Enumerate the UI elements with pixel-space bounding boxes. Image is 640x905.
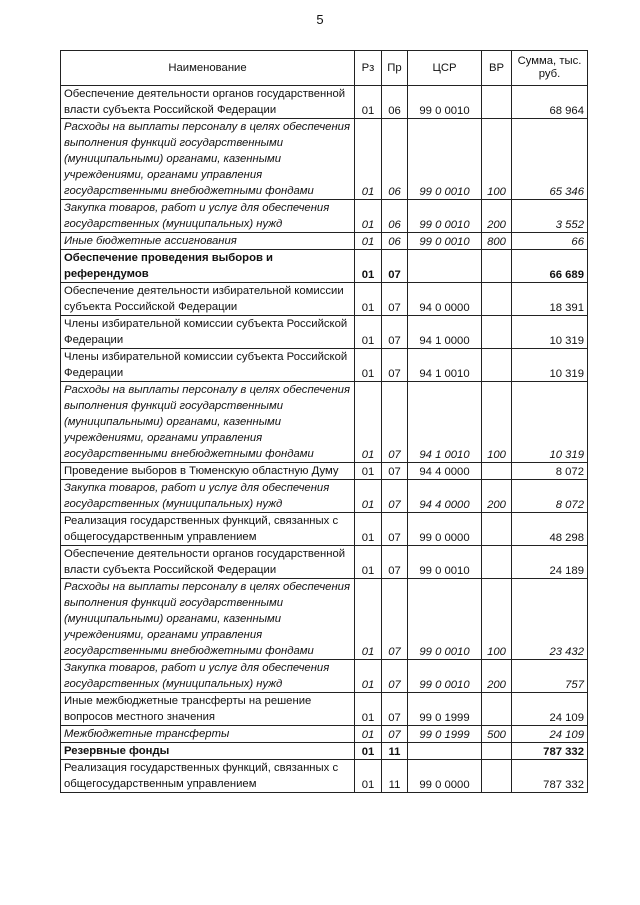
header-csr: ЦСР bbox=[408, 51, 482, 86]
cell-vr: 200 bbox=[482, 660, 512, 693]
cell-name: Расходы на выплаты персоналу в целях обеспечения выполнения функций государственными (муниципальными) органами, казенными учреждениями, органами управления государственными внебюджетными фондами bbox=[61, 119, 355, 200]
cell-rz: 01 bbox=[355, 546, 382, 579]
cell-name: Закупка товаров, работ и услуг для обеспечения государственных (муниципальных) нужд bbox=[61, 200, 355, 233]
cell-name: Иные бюджетные ассигнования bbox=[61, 233, 355, 250]
cell-name: Реализация государственных функций, связанных с общегосударственным управлением bbox=[61, 513, 355, 546]
cell-rz: 01 bbox=[355, 200, 382, 233]
cell-sum: 24 109 bbox=[512, 726, 588, 743]
cell-rz: 01 bbox=[355, 660, 382, 693]
cell-vr bbox=[482, 283, 512, 316]
page-number: 5 bbox=[316, 12, 324, 27]
cell-name: Обеспечение деятельности органов государственной власти субъекта Российской Федерации bbox=[61, 546, 355, 579]
budget-table bbox=[60, 50, 588, 793]
table-row bbox=[61, 86, 588, 119]
cell-vr bbox=[482, 693, 512, 726]
cell-name: Иные межбюджетные трансферты на решение вопросов местного значения bbox=[61, 693, 355, 726]
cell-rz: 01 bbox=[355, 119, 382, 200]
cell-csr bbox=[408, 250, 482, 283]
cell-pr: 06 bbox=[382, 233, 408, 250]
cell-pr: 07 bbox=[382, 382, 408, 463]
cell-name: Закупка товаров, работ и услуг для обеспечения государственных (муниципальных) нужд bbox=[61, 660, 355, 693]
cell-pr: 07 bbox=[382, 579, 408, 660]
cell-csr: 99 0 0010 bbox=[408, 660, 482, 693]
cell-sum: 66 bbox=[512, 233, 588, 250]
cell-rz: 01 bbox=[355, 726, 382, 743]
table-row bbox=[61, 743, 588, 760]
cell-csr: 94 4 0000 bbox=[408, 463, 482, 480]
cell-sum: 48 298 bbox=[512, 513, 588, 546]
cell-sum: 8 072 bbox=[512, 480, 588, 513]
cell-vr bbox=[482, 513, 512, 546]
cell-csr bbox=[408, 743, 482, 760]
cell-rz: 01 bbox=[355, 349, 382, 382]
table-row bbox=[61, 693, 588, 726]
table-row bbox=[61, 513, 588, 546]
cell-vr bbox=[482, 316, 512, 349]
cell-pr: 07 bbox=[382, 693, 408, 726]
cell-pr: 07 bbox=[382, 480, 408, 513]
table-row bbox=[61, 119, 588, 200]
cell-pr: 07 bbox=[382, 283, 408, 316]
cell-name: Расходы на выплаты персоналу в целях обеспечения выполнения функций государственными (муниципальными) органами, казенными учреждениями, органами управления государственными внебюджетными фондами bbox=[61, 579, 355, 660]
cell-name: Члены избирательной комиссии субъекта Российской Федерации bbox=[61, 349, 355, 382]
cell-vr bbox=[482, 546, 512, 579]
cell-vr: 500 bbox=[482, 726, 512, 743]
cell-rz: 01 bbox=[355, 382, 382, 463]
cell-name: Обеспечение деятельности избирательной комиссии субъекта Российской Федерации bbox=[61, 283, 355, 316]
cell-pr: 07 bbox=[382, 316, 408, 349]
cell-vr bbox=[482, 250, 512, 283]
cell-pr: 06 bbox=[382, 86, 408, 119]
table-row bbox=[61, 760, 588, 793]
cell-rz: 01 bbox=[355, 743, 382, 760]
cell-name: Резервные фонды bbox=[61, 743, 355, 760]
table-header-row bbox=[61, 51, 588, 86]
cell-sum: 757 bbox=[512, 660, 588, 693]
cell-rz: 01 bbox=[355, 86, 382, 119]
header-sum: Сумма, тыс. руб. bbox=[512, 51, 588, 86]
cell-csr: 99 0 1999 bbox=[408, 726, 482, 743]
cell-name: Члены избирательной комиссии субъекта Российской Федерации bbox=[61, 316, 355, 349]
cell-vr: 200 bbox=[482, 480, 512, 513]
cell-vr: 100 bbox=[482, 382, 512, 463]
cell-pr: 07 bbox=[382, 726, 408, 743]
table-row bbox=[61, 480, 588, 513]
cell-csr: 99 0 0010 bbox=[408, 579, 482, 660]
cell-name: Обеспечение деятельности органов государственной власти субъекта Российской Федерации bbox=[61, 86, 355, 119]
cell-csr: 94 4 0000 bbox=[408, 480, 482, 513]
cell-name: Межбюджетные трансферты bbox=[61, 726, 355, 743]
cell-csr: 94 1 0000 bbox=[408, 316, 482, 349]
cell-pr: 11 bbox=[382, 743, 408, 760]
cell-pr: 07 bbox=[382, 349, 408, 382]
table-row bbox=[61, 349, 588, 382]
cell-vr: 200 bbox=[482, 200, 512, 233]
cell-csr: 94 1 0010 bbox=[408, 382, 482, 463]
cell-vr bbox=[482, 463, 512, 480]
table-row bbox=[61, 283, 588, 316]
cell-pr: 07 bbox=[382, 250, 408, 283]
cell-sum: 24 109 bbox=[512, 693, 588, 726]
table-row bbox=[61, 382, 588, 463]
cell-csr: 99 0 0010 bbox=[408, 546, 482, 579]
cell-csr: 99 0 0010 bbox=[408, 233, 482, 250]
cell-rz: 01 bbox=[355, 233, 382, 250]
cell-csr: 99 0 0000 bbox=[408, 760, 482, 793]
table-row bbox=[61, 726, 588, 743]
cell-rz: 01 bbox=[355, 463, 382, 480]
cell-csr: 94 0 0000 bbox=[408, 283, 482, 316]
cell-vr bbox=[482, 349, 512, 382]
cell-rz: 01 bbox=[355, 760, 382, 793]
cell-sum: 65 346 bbox=[512, 119, 588, 200]
cell-vr: 800 bbox=[482, 233, 512, 250]
header-vr: ВР bbox=[482, 51, 512, 86]
cell-sum: 8 072 bbox=[512, 463, 588, 480]
header-name: Наименование bbox=[61, 51, 355, 86]
cell-csr: 99 0 0010 bbox=[408, 119, 482, 200]
cell-rz: 01 bbox=[355, 513, 382, 546]
cell-csr: 99 0 1999 bbox=[408, 693, 482, 726]
cell-sum: 10 319 bbox=[512, 382, 588, 463]
table-row bbox=[61, 546, 588, 579]
cell-name: Реализация государственных функций, связанных с общегосударственным управлением bbox=[61, 760, 355, 793]
cell-pr: 07 bbox=[382, 513, 408, 546]
cell-pr: 06 bbox=[382, 200, 408, 233]
cell-name: Закупка товаров, работ и услуг для обеспечения государственных (муниципальных) нужд bbox=[61, 480, 355, 513]
cell-vr: 100 bbox=[482, 579, 512, 660]
cell-rz: 01 bbox=[355, 579, 382, 660]
cell-sum: 787 332 bbox=[512, 760, 588, 793]
cell-pr: 07 bbox=[382, 546, 408, 579]
cell-csr: 94 1 0010 bbox=[408, 349, 482, 382]
cell-sum: 23 432 bbox=[512, 579, 588, 660]
cell-vr bbox=[482, 743, 512, 760]
table-row bbox=[61, 316, 588, 349]
cell-pr: 06 bbox=[382, 119, 408, 200]
cell-csr: 99 0 0010 bbox=[408, 86, 482, 119]
cell-sum: 3 552 bbox=[512, 200, 588, 233]
table-row bbox=[61, 233, 588, 250]
cell-name: Обеспечение проведения выборов и референдумов bbox=[61, 250, 355, 283]
cell-vr bbox=[482, 86, 512, 119]
table-row bbox=[61, 463, 588, 480]
cell-name: Проведение выборов в Тюменскую областную Думу bbox=[61, 463, 355, 480]
table-row bbox=[61, 579, 588, 660]
cell-sum: 66 689 bbox=[512, 250, 588, 283]
header-pr: Пр bbox=[382, 51, 408, 86]
cell-sum: 10 319 bbox=[512, 349, 588, 382]
cell-csr: 99 0 0010 bbox=[408, 200, 482, 233]
cell-sum: 24 189 bbox=[512, 546, 588, 579]
cell-vr: 100 bbox=[482, 119, 512, 200]
cell-name: Расходы на выплаты персоналу в целях обеспечения выполнения функций государственными (муниципальными) органами, казенными учреждениями, органами управления государственными внебюджетными фондами bbox=[61, 382, 355, 463]
cell-sum: 10 319 bbox=[512, 316, 588, 349]
cell-rz: 01 bbox=[355, 693, 382, 726]
cell-sum: 787 332 bbox=[512, 743, 588, 760]
cell-vr bbox=[482, 760, 512, 793]
cell-sum: 18 391 bbox=[512, 283, 588, 316]
cell-csr: 99 0 0000 bbox=[408, 513, 482, 546]
cell-rz: 01 bbox=[355, 480, 382, 513]
cell-rz: 01 bbox=[355, 283, 382, 316]
cell-rz: 01 bbox=[355, 316, 382, 349]
table-row bbox=[61, 660, 588, 693]
cell-pr: 07 bbox=[382, 463, 408, 480]
table-row bbox=[61, 200, 588, 233]
cell-pr: 07 bbox=[382, 660, 408, 693]
table-row bbox=[61, 250, 588, 283]
cell-pr: 11 bbox=[382, 760, 408, 793]
cell-sum: 68 964 bbox=[512, 86, 588, 119]
header-rz: Рз bbox=[355, 51, 382, 86]
cell-rz: 01 bbox=[355, 250, 382, 283]
